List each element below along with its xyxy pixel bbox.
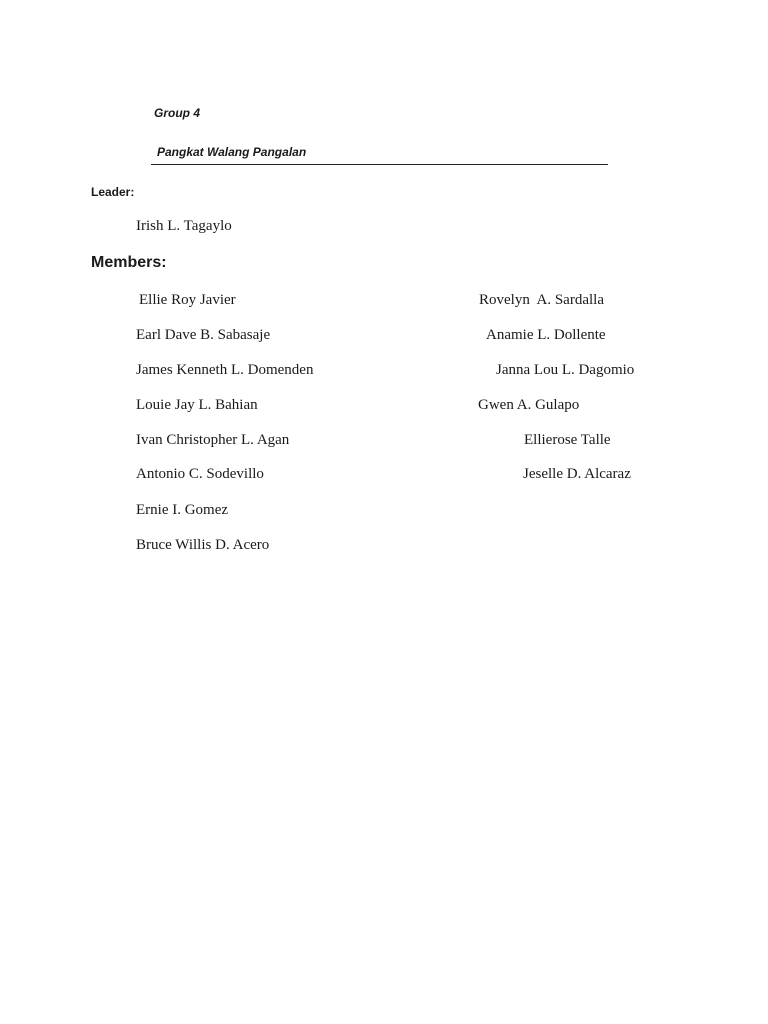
member-name: Janna Lou L. Dagomio bbox=[496, 362, 635, 378]
member-name: Gwen A. Gulapo bbox=[478, 397, 580, 413]
member-name: Jeselle D. Alcaraz bbox=[523, 466, 631, 482]
leader-name: Irish L. Tagaylo bbox=[136, 218, 232, 234]
member-name: Antonio C. Sodevillo bbox=[136, 466, 264, 482]
member-name: Ellie Roy Javier bbox=[139, 292, 236, 308]
group-name-underline bbox=[151, 164, 608, 165]
group-number-label: Group 4 bbox=[154, 106, 201, 120]
group-name-label: Pangkat Walang Pangalan bbox=[157, 145, 307, 159]
member-name: Ellierose Talle bbox=[524, 432, 611, 448]
member-name: Rovelyn A. Sardalla bbox=[479, 292, 604, 308]
members-heading: Members: bbox=[91, 254, 167, 271]
member-name: James Kenneth L. Domenden bbox=[136, 362, 314, 378]
leader-heading: Leader: bbox=[91, 185, 135, 199]
member-name: Anamie L. Dollente bbox=[486, 327, 606, 343]
member-name: Bruce Willis D. Acero bbox=[136, 537, 270, 553]
member-name: Louie Jay L. Bahian bbox=[136, 397, 258, 413]
member-name: Ernie I. Gomez bbox=[136, 502, 229, 518]
member-name: Ivan Christopher L. Agan bbox=[136, 432, 290, 448]
member-name: Earl Dave B. Sabasaje bbox=[136, 327, 271, 343]
